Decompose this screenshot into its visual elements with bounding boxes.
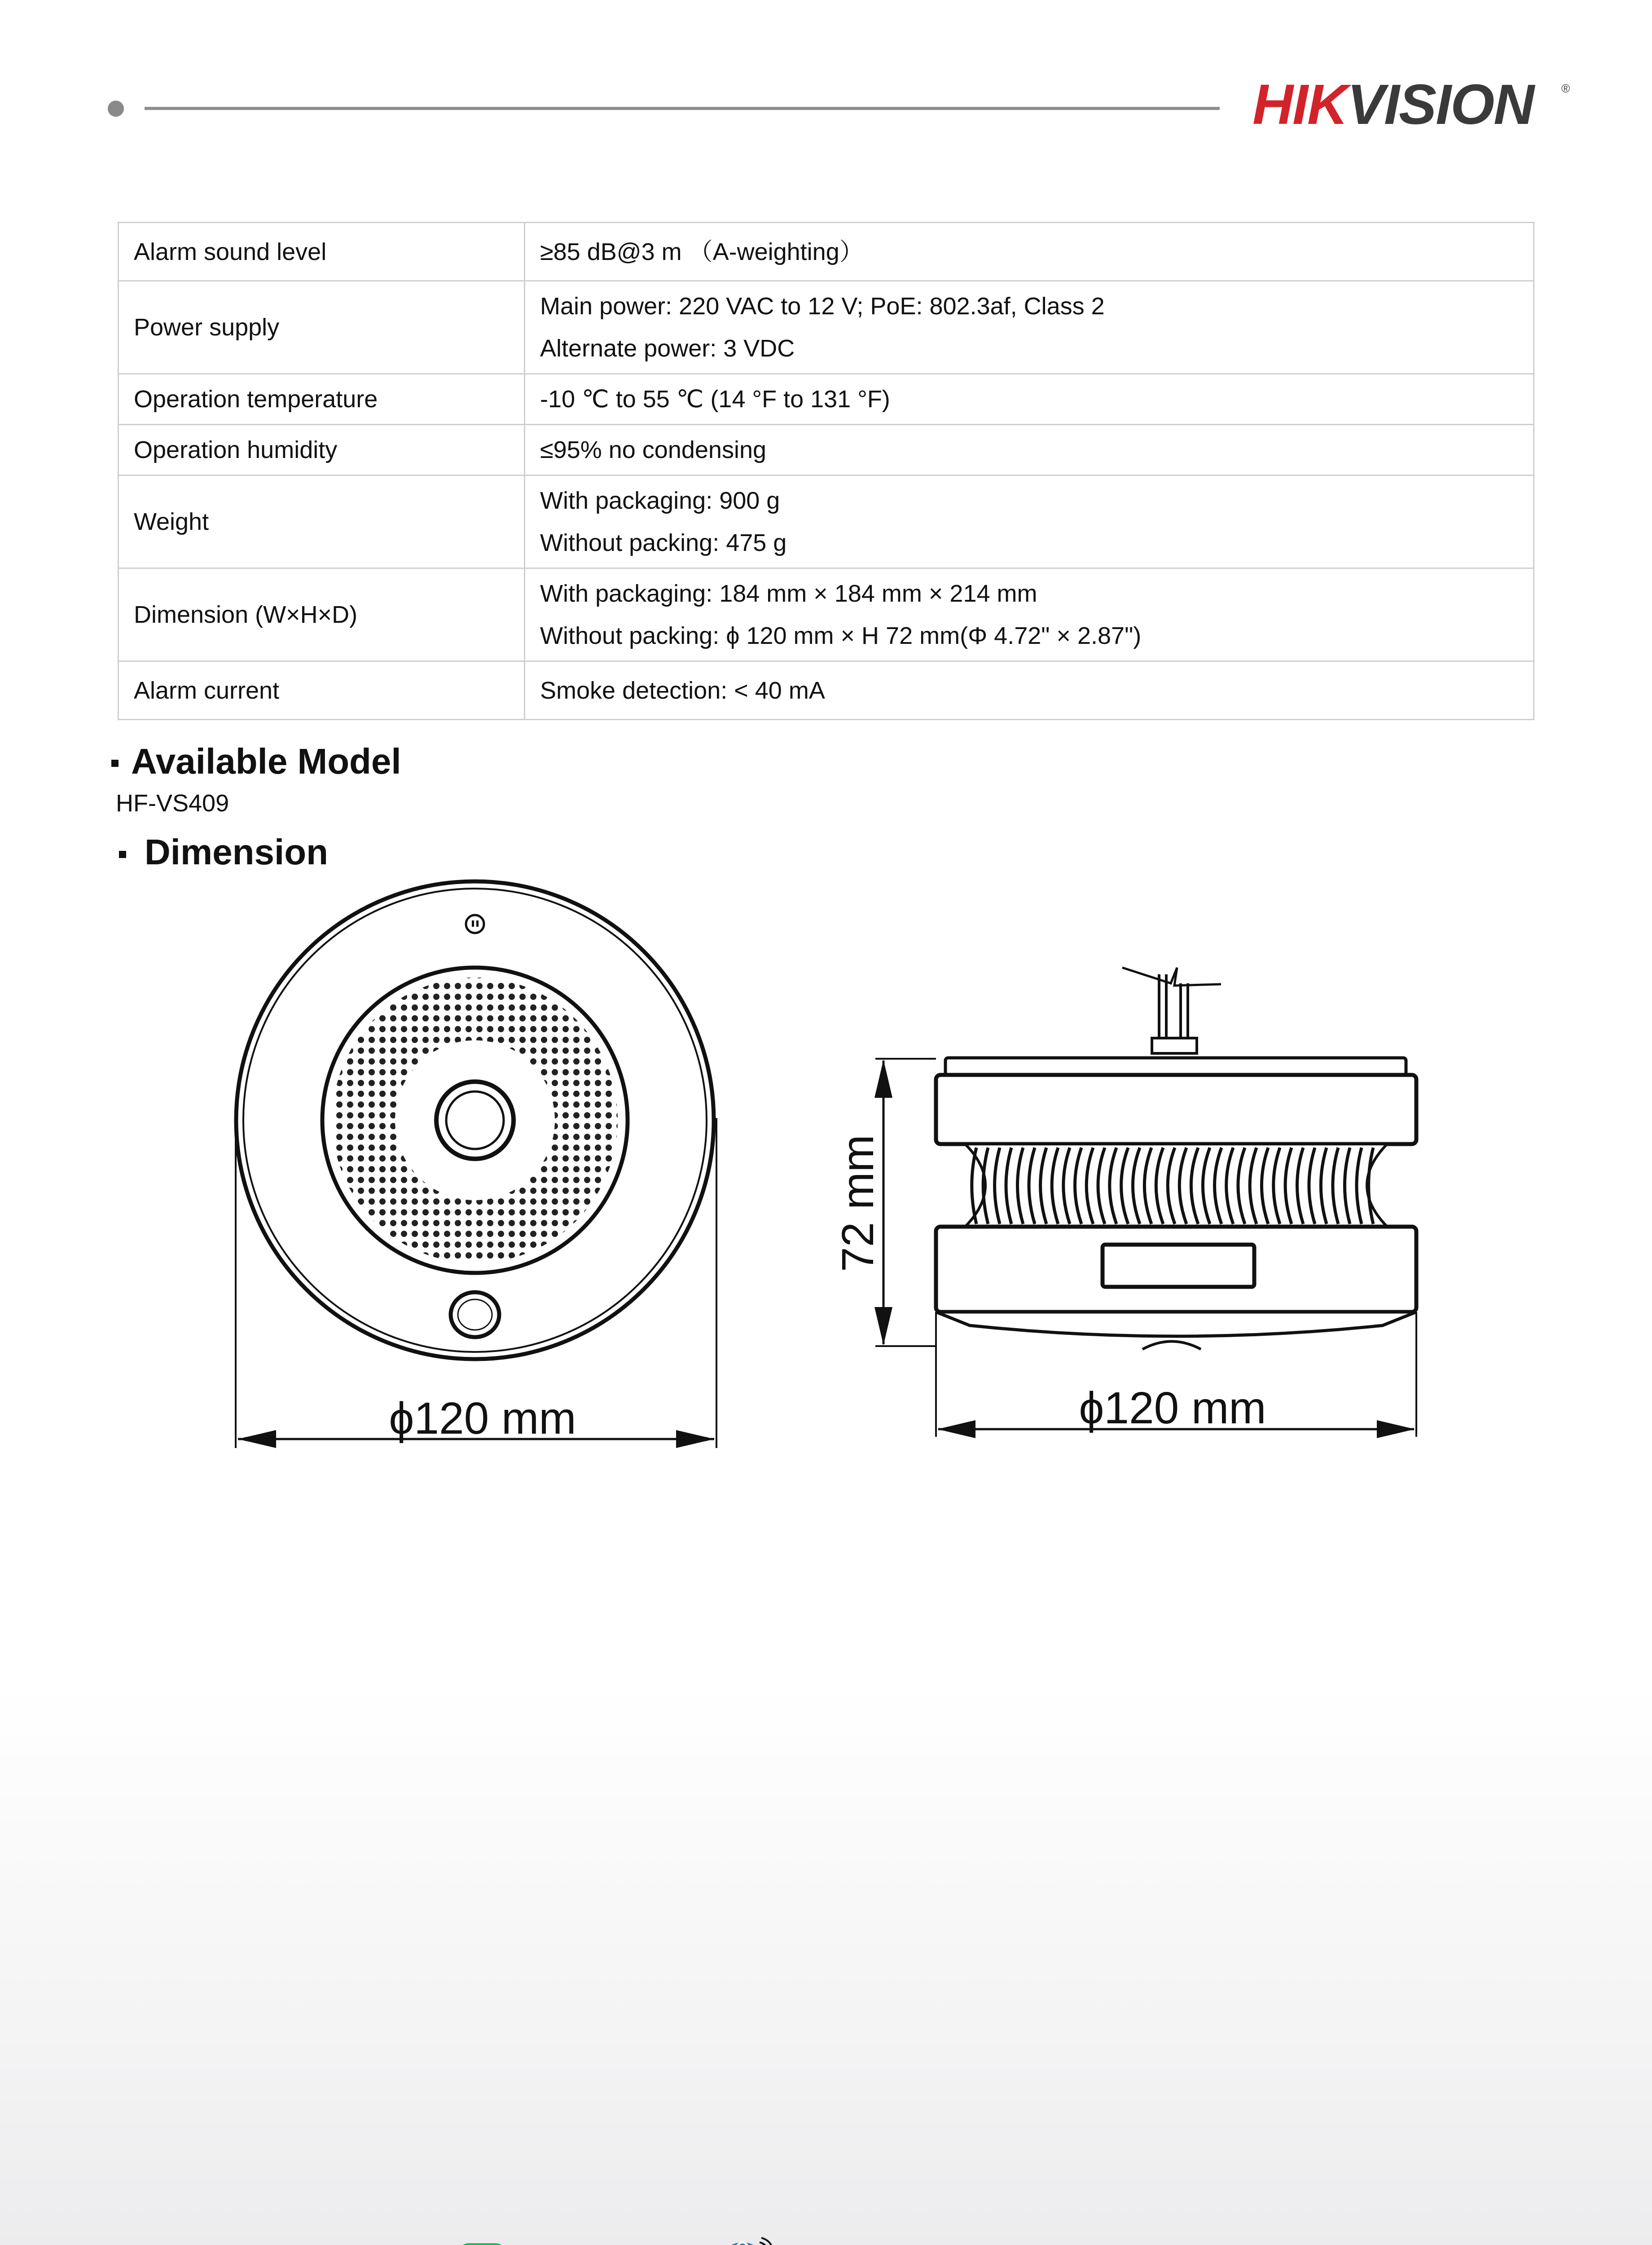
spec-value <box>525 223 1534 281</box>
spec-value <box>525 661 1534 720</box>
logo-vision-text: VISION <box>1347 75 1534 132</box>
spec-value <box>525 568 1534 661</box>
spec-row <box>119 475 1534 568</box>
footer-phone[interactable] <box>1042 2242 1250 2245</box>
header-rule <box>145 107 1220 110</box>
front-view <box>236 881 716 1448</box>
spec-table-body <box>119 223 1534 720</box>
spec-label: Operation temperature <box>119 374 525 425</box>
logo-registered-mark: ® <box>1561 82 1570 95</box>
spec-row <box>119 425 1534 475</box>
footer-website[interactable] <box>716 2238 999 2245</box>
spec-value-line: Alternate power: 3 VDC <box>540 335 795 362</box>
svg-text:HIKVISION <box>1252 75 1536 132</box>
spec-value-line: Main power: 220 VAC to 12 V; PoE: 802.3af, Class 2 <box>540 293 1105 320</box>
available-model-title: Available Model <box>131 741 401 781</box>
line-app-icon <box>457 2242 507 2245</box>
spec-row <box>119 281 1534 374</box>
spec-value-line: -10 ℃ to 55 ℃ (14 °F to 131 °F) <box>540 386 890 413</box>
spec-table <box>118 222 1534 720</box>
dimension-drawing <box>0 853 1652 1482</box>
spec-value <box>525 475 1534 568</box>
spec-row <box>119 568 1534 661</box>
spec-value-line: Without packing: ϕ 120 mm × H 72 mm(Φ 4.72" × 2.87") <box>540 622 1142 649</box>
header-dot <box>108 101 124 117</box>
spec-row <box>119 374 1534 425</box>
spec-value-line: Without packing: 475 g <box>540 529 787 556</box>
spec-label: Alarm sound level <box>119 223 525 281</box>
spec-label: Power supply <box>119 281 525 374</box>
spec-label: Dimension (W×H×D) <box>119 568 525 661</box>
side-width-label: ϕ120 mm <box>1079 1383 1266 1433</box>
spec-value-line: With packaging: 184 mm × 184 mm × 214 mm <box>540 580 1037 607</box>
spec-row <box>119 223 1534 281</box>
spec-value <box>525 425 1534 475</box>
footer-line-contact[interactable] <box>457 2241 642 2245</box>
side-view <box>833 968 1416 1438</box>
spec-value <box>525 281 1534 374</box>
hikvision-logo <box>1252 75 1571 132</box>
spec-value <box>525 374 1534 425</box>
available-model-bullet <box>111 760 119 767</box>
spec-label: Alarm current <box>119 661 525 720</box>
dimension-title: Dimension <box>145 832 328 872</box>
globe-icon <box>716 2236 775 2245</box>
spec-value-line: ≥85 dB@3 m （A-weighting） <box>540 238 864 265</box>
side-height-label: 72 mm <box>833 1135 883 1272</box>
spec-value-line: Smoke detection: < 40 mA <box>540 677 825 704</box>
logo-hik-text: HIK <box>1252 75 1347 132</box>
front-width-label: ϕ120 mm <box>389 1393 576 1444</box>
spec-value-line: With packaging: 900 g <box>540 487 780 514</box>
spec-label: Operation humidity <box>119 425 525 475</box>
model-number: HF-VS409 <box>116 790 229 817</box>
spec-value-line: ≤95% no condensing <box>540 436 767 463</box>
spec-row <box>119 661 1534 720</box>
spec-label: Weight <box>119 475 525 568</box>
